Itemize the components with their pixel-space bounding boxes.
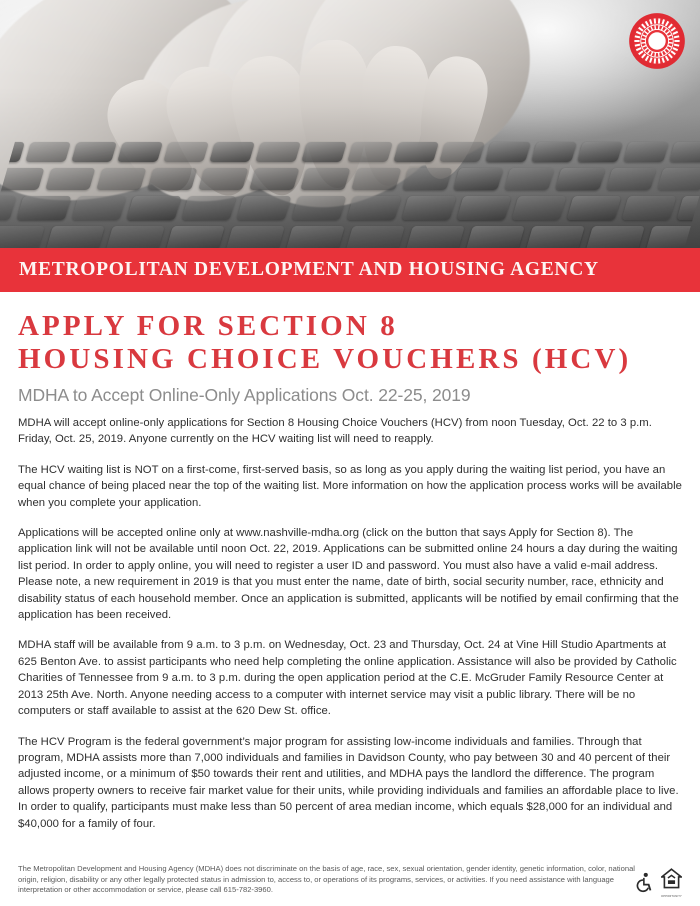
page-title-line-2: HOUSING CHOICE VOUCHERS (HCV) <box>18 343 632 375</box>
page-title-line-1: APPLY FOR SECTION 8 <box>18 310 398 342</box>
footer-icon-group <box>635 868 682 898</box>
body-paragraph: MDHA staff will be available from 9 a.m. to 3 p.m. on Wednesday, Oct. 23 and Thursday, Oct. 24 at Vine Hill Studio Apartments at 625 Benton Ave. to assist participants who need help completing the online application. Assistance will also be provided by Catholic Charities of Tennessee from 9 a.m. to 3 p.m. during the open application period at the C.E. McGruder Family Resource Center at 2013 25th Ave. North. Anyone needing access to a computer with internet service may visit a public library. There will be no computers or staff available to assist at the 620 Dew St. office. <box>18 639 677 718</box>
footer <box>18 864 682 896</box>
page-title <box>18 310 682 376</box>
nondiscrimination-notice: The Metropolitan Development and Housing Agency (MDHA) does not discriminate on the basis of age, race, sex, sexual orientation, gender identity, genetic information, color, national origin, religion, disability or any other legally protected status in admission to, access to, or operations of its programs, services, or activities. If you need assistance with language interpretation or other accommodation or service, please call 615-782-3960. <box>18 864 635 895</box>
body-copy <box>18 415 682 832</box>
hero-photo-hands-typing <box>0 0 700 248</box>
hero-photo-vignette <box>0 0 700 248</box>
body-paragraph: The HCV waiting list is NOT on a first-come, first-served basis, so as long as you apply during the waiting list period, you have an equal chance of being placed near the top of the waiting list. More information on how the application process works will be available when you complete your application. <box>18 463 682 509</box>
body-paragraph: Applications will be accepted online only at www.nashville-mdha.org (click on the button that says Apply for Section 8). The application link will not be available until noon Oct. 22, 2019. Applications can be submitted online 24 hours a day during the waiting list period. In order to apply online, you will need to register a user ID and password. You must also have a valid e-mail address. Please note, a new requirement in 2019 is that you must enter the name, date of birth, social security number, race, ethnicity and disability status of each household member. Once an application is submitted, applicants will be notified by email confirming that the application has been received. <box>18 527 679 622</box>
wheelchair-accessibility-icon <box>635 872 654 898</box>
page-subtitle: MDHA to Accept Online-Only Applications Oct. 22-25, 2019 <box>18 385 471 405</box>
main-content <box>0 292 700 846</box>
equal-housing-opportunity-icon <box>661 868 682 898</box>
agency-name: METROPOLITAN DEVELOPMENT AND HOUSING AGENCY <box>19 259 599 280</box>
body-paragraph: The HCV Program is the federal government’s major program for assisting low-income individuals and families. Through that program, MDHA assists more than 7,000 individuals and families in Davidson County, who pay between 30 and 40 percent of their adjusted income, or a minimum of $50 towards their rent and utilities, and MDHA pays the landlord the difference. The program allows property owners to receive fair market value for their units, while providing individuals and families an affordable place to live. In order to qualify, participants must make less than 50 percent of area median income, which equals $28,000 for an individual and $40,000 for a family of four. <box>18 735 679 830</box>
body-paragraph: MDHA will accept online-only applications for Section 8 Housing Choice Vouchers (HCV) from noon Tuesday, Oct. 22 to 3 p.m. Friday, Oct. 25, 2019. Anyone currently on the HCV waiting list will need to reapply. <box>18 417 652 446</box>
mdha-circular-seal-logo <box>628 12 686 70</box>
agency-banner <box>0 248 700 292</box>
equal-housing-opportunity-caption: OPPORTUNITY <box>661 895 682 898</box>
